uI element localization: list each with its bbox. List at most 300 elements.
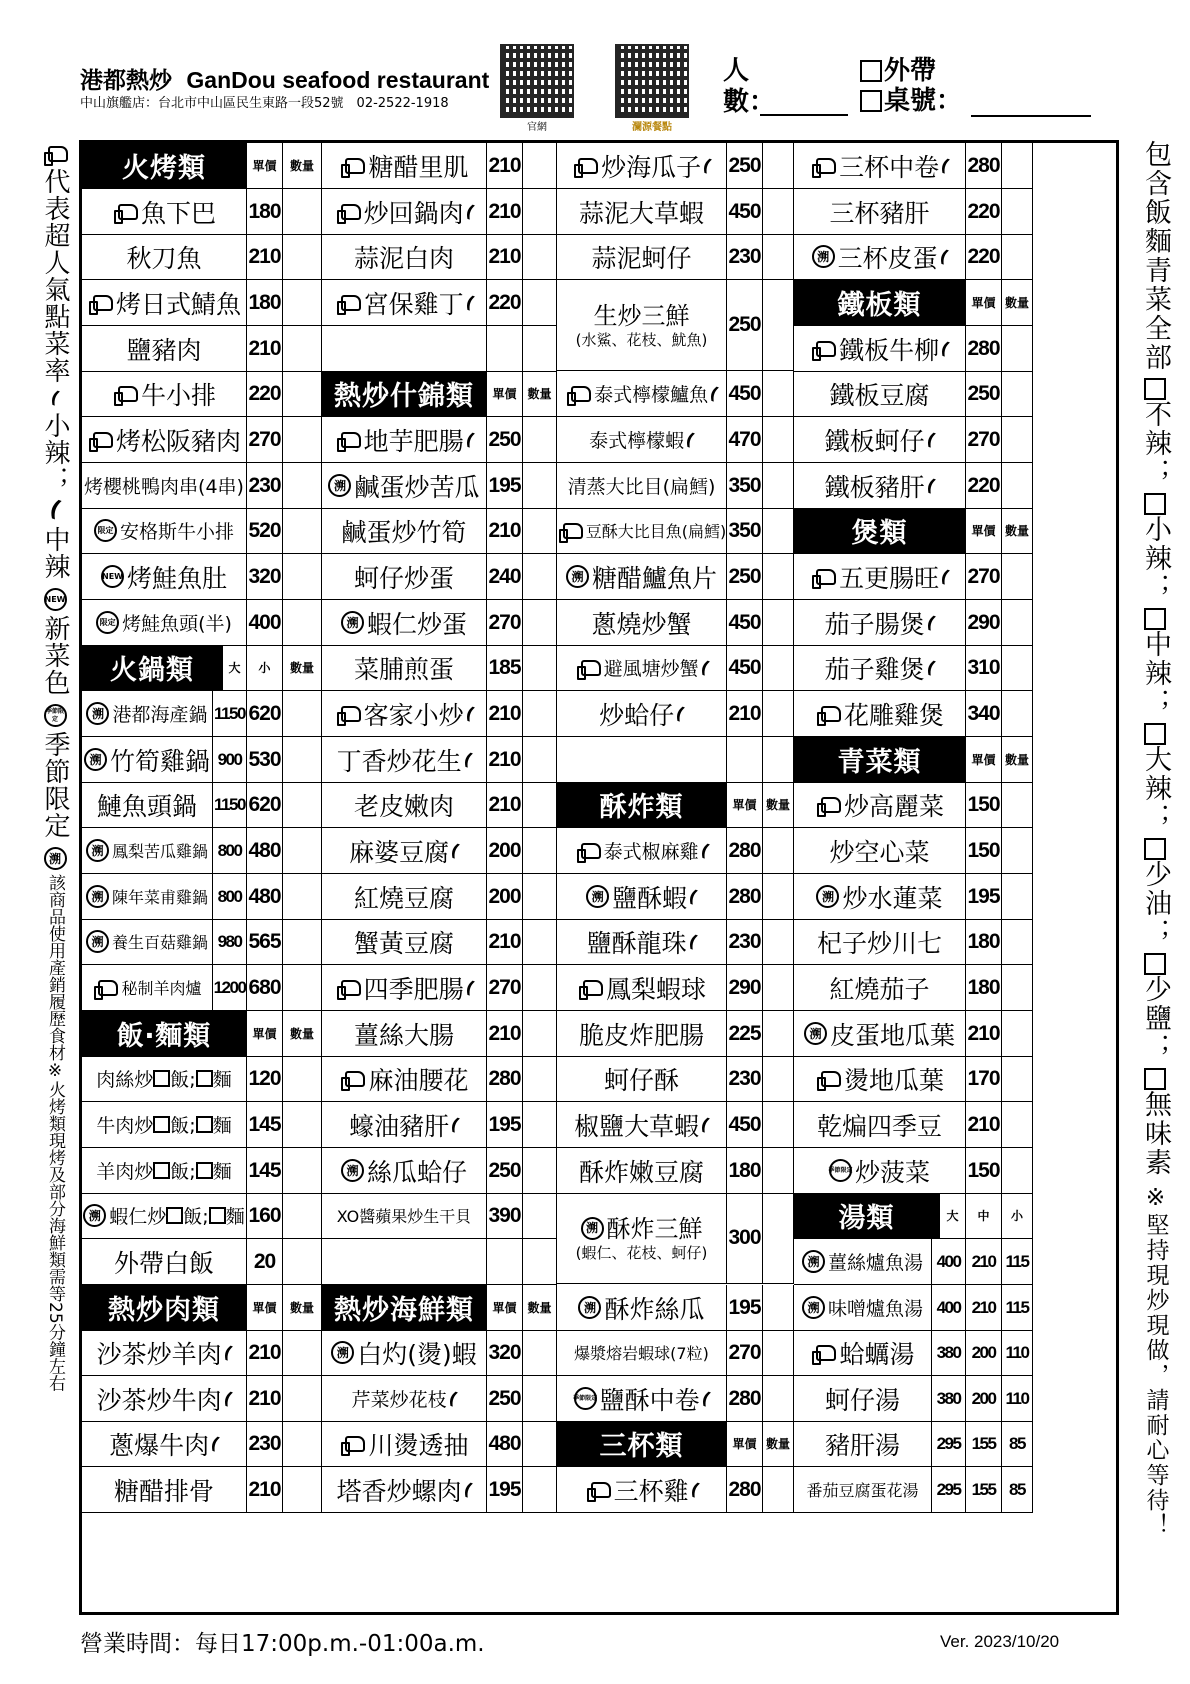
takeout-checkbox[interactable] [860, 60, 882, 82]
menu-item[interactable] [322, 600, 487, 646]
quantity-field[interactable] [283, 554, 322, 600]
menu-item[interactable] [322, 691, 487, 737]
quantity-field[interactable] [283, 508, 322, 554]
quantity-field[interactable] [1002, 417, 1033, 463]
price-value: 195 [488, 1112, 521, 1136]
quantity-field[interactable] [283, 737, 322, 783]
menu-item[interactable] [82, 1193, 247, 1239]
spice-option[interactable] [1139, 838, 1171, 947]
menu-item[interactable] [794, 234, 966, 280]
quantity-field[interactable] [763, 189, 794, 235]
quantity-field[interactable] [523, 828, 557, 874]
menu-item[interactable] [82, 1102, 247, 1148]
category-header [322, 1285, 487, 1331]
thumbs-up-icon [578, 158, 598, 174]
quantity-field[interactable] [523, 737, 557, 783]
menu-item[interactable] [322, 782, 487, 828]
menu-item[interactable] [322, 1193, 487, 1239]
legend-season: 季節限定 [40, 731, 70, 839]
quantity-field[interactable] [1002, 600, 1033, 646]
quantity-field[interactable] [763, 1193, 794, 1284]
quantity-field[interactable] [283, 691, 322, 737]
menu-item-name: 牛肉炒 [96, 1115, 154, 1137]
menu-item[interactable] [322, 965, 487, 1011]
quantity-field[interactable] [523, 326, 557, 372]
menu-item[interactable] [794, 1239, 932, 1285]
quantity-field[interactable] [763, 1376, 794, 1422]
price-value: 350 [728, 518, 761, 542]
quantity-field[interactable] [523, 1421, 557, 1467]
quantity-field[interactable] [763, 1285, 794, 1331]
price [487, 326, 523, 372]
menu-item-name: 紅燒豆腐 [353, 883, 454, 913]
quantity-field[interactable] [523, 1193, 557, 1239]
quantity-field[interactable] [283, 1102, 322, 1148]
thumbs-up-icon [816, 341, 836, 357]
menu-item-name-line [339, 1061, 468, 1097]
quantity-field[interactable] [763, 234, 794, 280]
menu-item[interactable] [82, 1239, 247, 1285]
qr-official-label: 官網 [527, 122, 547, 133]
price-value: 680 [248, 975, 281, 999]
spice-option[interactable] [1139, 378, 1171, 487]
menu-item[interactable] [322, 417, 487, 463]
quantity-field[interactable] [283, 965, 322, 1011]
column-header-label: 單價 [971, 296, 996, 310]
quantity-field[interactable] [283, 234, 322, 280]
quantity-field[interactable] [523, 508, 557, 554]
rice-checkbox[interactable] [166, 1207, 183, 1224]
column-header [247, 143, 283, 189]
menu-item[interactable] [557, 828, 727, 874]
quantity-field[interactable] [523, 1148, 557, 1194]
menu-item-name-line [84, 742, 210, 778]
menu-item-name-line [87, 285, 241, 321]
price [247, 189, 283, 235]
menu-item-name-line [336, 742, 475, 778]
menu-item[interactable] [322, 280, 487, 326]
price [247, 463, 283, 509]
qr-menu[interactable] [615, 44, 689, 133]
qr-official[interactable] [500, 44, 574, 133]
menu-item[interactable] [794, 919, 966, 965]
menu-item[interactable] [557, 371, 727, 417]
menu-item[interactable] [794, 326, 966, 372]
menu-item[interactable] [557, 189, 727, 235]
menu-item[interactable] [557, 554, 727, 600]
quantity-field[interactable] [1002, 1056, 1033, 1102]
menu-item[interactable] [82, 737, 213, 783]
quantity-field[interactable] [763, 874, 794, 920]
price-value: 480 [248, 838, 281, 862]
menu-item[interactable] [322, 326, 487, 372]
quantity-field[interactable] [283, 1376, 322, 1422]
quantity-field[interactable] [1002, 1011, 1033, 1057]
noodle-checkbox[interactable] [209, 1207, 226, 1224]
menu-item[interactable] [794, 645, 966, 691]
menu-item[interactable] [557, 737, 727, 783]
category-title: 飯‧麵類 [116, 1021, 212, 1052]
menu-item[interactable] [557, 463, 727, 509]
menu-item-name-line [824, 468, 938, 504]
menu-item[interactable] [557, 1330, 727, 1376]
menu-item[interactable] [322, 919, 487, 965]
menu-item[interactable] [557, 234, 727, 280]
quantity-field[interactable] [523, 919, 557, 965]
option-checkbox[interactable] [1144, 723, 1166, 745]
menu-item[interactable] [82, 234, 247, 280]
spice-option[interactable] [1139, 953, 1171, 1062]
quantity-field[interactable] [523, 1467, 557, 1513]
column-header [523, 1285, 557, 1331]
table-number-field[interactable] [971, 91, 1091, 117]
category-title: 火鍋類 [110, 655, 194, 686]
quantity-field[interactable] [523, 645, 557, 691]
quantity-field[interactable] [763, 143, 794, 189]
menu-item[interactable] [82, 280, 247, 326]
menu-item[interactable] [322, 1011, 487, 1057]
quantity-field[interactable] [283, 874, 322, 920]
rice-checkbox[interactable] [153, 1070, 170, 1087]
quantity-field[interactable] [523, 782, 557, 828]
quantity-field[interactable] [1002, 371, 1033, 417]
menu-item[interactable] [557, 143, 727, 189]
quantity-field[interactable] [1002, 874, 1033, 920]
quantity-field[interactable] [1002, 1421, 1033, 1467]
menu-item[interactable] [322, 143, 487, 189]
price-value: 250 [488, 427, 521, 451]
quantity-field[interactable] [763, 600, 794, 646]
menu-item[interactable] [557, 1193, 727, 1284]
menu-item[interactable] [794, 828, 966, 874]
quantity-field[interactable] [283, 463, 322, 509]
menu-item[interactable] [82, 965, 213, 1011]
menu-item[interactable] [322, 1330, 487, 1376]
quantity-field[interactable] [1002, 1285, 1033, 1331]
price [966, 371, 1002, 417]
menu-item[interactable] [794, 1421, 932, 1467]
quantity-field[interactable] [1002, 554, 1033, 600]
quantity-field[interactable] [1002, 1467, 1033, 1513]
quantity-field[interactable] [1002, 1376, 1033, 1422]
menu-item[interactable] [322, 828, 487, 874]
quantity-field[interactable] [1002, 1239, 1033, 1285]
menu-item-name-line [581, 1214, 703, 1244]
menu-item[interactable] [794, 417, 966, 463]
menu-item[interactable] [322, 874, 487, 920]
quantity-field[interactable] [763, 691, 794, 737]
quantity-field[interactable] [1002, 828, 1033, 874]
menu-item[interactable] [82, 600, 247, 646]
limited-badge-icon: 限定 [94, 519, 117, 542]
quantity-field[interactable] [523, 1239, 557, 1285]
season-badge-icon: 季節限定 [44, 704, 67, 727]
menu-item[interactable] [82, 189, 247, 235]
price-value: 450 [728, 610, 761, 634]
menu-item[interactable] [82, 919, 213, 965]
quantity-field[interactable] [1002, 965, 1033, 1011]
chili-icon: ( [923, 611, 938, 634]
price [487, 1193, 523, 1239]
menu-item[interactable] [82, 326, 247, 372]
price-value: 450 [728, 655, 761, 679]
price-value: 20 [253, 1249, 276, 1273]
quantity-field[interactable] [763, 554, 794, 600]
quantity-field[interactable] [523, 600, 557, 646]
option-checkbox[interactable] [1144, 493, 1166, 515]
menu-item[interactable] [794, 1148, 966, 1194]
quantity-field[interactable] [283, 189, 322, 235]
quantity-field[interactable] [1002, 919, 1033, 965]
quantity-field[interactable] [523, 691, 557, 737]
price-value: 290 [728, 975, 761, 999]
quantity-field[interactable] [763, 1102, 794, 1148]
quantity-field[interactable] [283, 782, 322, 828]
menu-item[interactable] [322, 1376, 487, 1422]
quantity-field[interactable] [1002, 645, 1033, 691]
menu-item[interactable] [322, 1102, 487, 1148]
price-value: 620 [248, 701, 281, 725]
menu-item[interactable] [794, 463, 966, 509]
quantity-field[interactable] [283, 1239, 322, 1285]
quantity-field[interactable] [1002, 326, 1033, 372]
price-value: 270 [967, 427, 1000, 451]
quantity-field[interactable] [763, 965, 794, 1011]
quantity-field[interactable] [523, 1330, 557, 1376]
noodle-checkbox[interactable] [196, 1162, 213, 1179]
quantity-field[interactable] [763, 1330, 794, 1376]
spice-option[interactable] [1139, 723, 1171, 832]
menu-item[interactable] [82, 1421, 247, 1467]
quantity-field[interactable] [1002, 691, 1033, 737]
price [487, 828, 523, 874]
quantity-field[interactable] [283, 417, 322, 463]
takeout-option[interactable] [860, 56, 936, 87]
price-value: 300 [728, 1226, 761, 1249]
quantity-field[interactable] [283, 326, 322, 372]
quantity-field[interactable] [763, 1148, 794, 1194]
menu-item[interactable] [557, 417, 727, 463]
quantity-field[interactable] [1002, 1102, 1033, 1148]
menu-item[interactable] [557, 1376, 727, 1422]
noodle-checkbox[interactable] [196, 1070, 213, 1087]
menu-item[interactable] [794, 1330, 932, 1376]
price-small-value: 115 [1005, 1251, 1029, 1271]
price [247, 1239, 283, 1285]
quantity-field[interactable] [283, 1056, 322, 1102]
quantity-field[interactable] [523, 554, 557, 600]
menu-item[interactable] [322, 1467, 487, 1513]
menu-item[interactable] [82, 782, 213, 828]
menu-item[interactable] [82, 508, 247, 554]
table-checkbox[interactable] [860, 90, 882, 112]
quantity-field[interactable] [283, 1421, 322, 1467]
menu-item[interactable] [82, 463, 247, 509]
quantity-field[interactable] [763, 737, 794, 783]
rice-checkbox[interactable] [153, 1162, 170, 1179]
thumbs-up-icon [345, 158, 365, 174]
quantity-field[interactable] [763, 508, 794, 554]
quantity-field[interactable] [763, 280, 794, 371]
menu-item-name-line [83, 1202, 244, 1229]
option-checkbox[interactable] [1144, 378, 1166, 400]
menu-item[interactable] [794, 371, 966, 417]
menu-item[interactable] [322, 554, 487, 600]
menu-item[interactable] [794, 1467, 932, 1513]
quantity-field[interactable] [283, 600, 322, 646]
people-field[interactable] [760, 90, 850, 116]
menu-item[interactable] [322, 234, 487, 280]
quantity-field[interactable] [283, 828, 322, 874]
chili-icon: ( [462, 976, 477, 999]
price-value: 180 [248, 199, 281, 223]
menu-item[interactable] [794, 600, 966, 646]
price [487, 1011, 523, 1057]
quantity-field[interactable] [283, 1148, 322, 1194]
menu-item[interactable] [557, 1102, 727, 1148]
people-label: 人數： [723, 56, 776, 117]
quantity-field[interactable] [283, 1467, 322, 1513]
menu-item[interactable] [82, 1467, 247, 1513]
menu-item[interactable] [82, 691, 213, 737]
menu-item[interactable] [82, 417, 247, 463]
legend-new: 新菜色 [40, 615, 70, 696]
quantity-field[interactable] [763, 828, 794, 874]
quantity-field[interactable] [283, 371, 322, 417]
menu-item[interactable] [794, 1285, 932, 1331]
menu-item[interactable] [794, 1011, 966, 1057]
menu-item[interactable] [557, 919, 727, 965]
quantity-field[interactable] [523, 874, 557, 920]
quantity-field[interactable] [763, 919, 794, 965]
noodle-checkbox[interactable] [196, 1116, 213, 1133]
menu-item-name: 肉絲炒 [96, 1069, 154, 1091]
menu-item[interactable] [794, 143, 966, 189]
quantity-field[interactable] [763, 1467, 794, 1513]
quantity-field[interactable] [1002, 782, 1033, 828]
quantity-field[interactable] [763, 417, 794, 463]
quantity-field[interactable] [283, 280, 322, 326]
menu-item[interactable] [557, 1285, 727, 1331]
trace-badge-icon: 溯 [86, 702, 109, 725]
quantity-field[interactable] [523, 280, 557, 326]
quantity-field[interactable] [1002, 463, 1033, 509]
quantity-field[interactable] [1002, 143, 1033, 189]
menu-item[interactable] [794, 874, 966, 920]
menu-item[interactable] [557, 280, 727, 371]
quantity-field[interactable] [523, 417, 557, 463]
menu-item[interactable] [82, 828, 213, 874]
menu-item[interactable] [322, 1056, 487, 1102]
menu-item[interactable] [82, 874, 213, 920]
menu-item[interactable] [557, 508, 727, 554]
quantity-field[interactable] [523, 965, 557, 1011]
quantity-field[interactable] [523, 1376, 557, 1422]
menu-item[interactable] [82, 1056, 247, 1102]
option-checkbox[interactable] [1144, 838, 1166, 860]
menu-item[interactable] [82, 1148, 247, 1194]
menu-item[interactable] [794, 1056, 966, 1102]
menu-item[interactable] [82, 371, 247, 417]
menu-item[interactable] [557, 1148, 727, 1194]
quantity-field[interactable] [523, 143, 557, 189]
price-value: 290 [967, 610, 1000, 634]
menu-item[interactable] [794, 691, 966, 737]
menu-item[interactable] [322, 1239, 487, 1285]
menu-item[interactable] [557, 691, 727, 737]
menu-item[interactable] [794, 189, 966, 235]
menu-item[interactable] [322, 645, 487, 691]
quantity-field[interactable] [283, 1193, 322, 1239]
quantity-field[interactable] [523, 234, 557, 280]
menu-item[interactable] [557, 1011, 727, 1057]
menu-item[interactable] [794, 965, 966, 1011]
price-large [932, 1330, 966, 1376]
menu-item[interactable] [557, 1056, 727, 1102]
menu-item[interactable] [794, 554, 966, 600]
menu-item[interactable] [322, 508, 487, 554]
price [487, 234, 523, 280]
quantity-field[interactable] [283, 1330, 322, 1376]
price [727, 1330, 763, 1376]
menu-item[interactable] [322, 189, 487, 235]
quantity-field[interactable] [763, 463, 794, 509]
quantity-field[interactable] [1002, 1330, 1033, 1376]
column-header-label: 單價 [732, 798, 757, 812]
price-value: 195 [967, 884, 1000, 908]
menu-item[interactable] [557, 645, 727, 691]
chili-icon: ( [923, 428, 938, 451]
rice-checkbox[interactable] [153, 1116, 170, 1133]
menu-item[interactable] [82, 1376, 247, 1422]
quantity-field[interactable] [283, 919, 322, 965]
option-checkbox[interactable] [1144, 953, 1166, 975]
spice-option[interactable] [1139, 608, 1171, 717]
quantity-field[interactable] [763, 1011, 794, 1057]
menu-item[interactable] [794, 1376, 932, 1422]
menu-item[interactable] [322, 1421, 487, 1467]
menu-item[interactable] [794, 1102, 966, 1148]
quantity-field[interactable] [523, 1102, 557, 1148]
quantity-field[interactable] [763, 1056, 794, 1102]
quantity-field[interactable] [1002, 234, 1033, 280]
option-checkbox[interactable] [1144, 608, 1166, 630]
spice-option[interactable] [1139, 493, 1171, 602]
quantity-field[interactable] [1002, 1148, 1033, 1194]
quantity-field[interactable] [1002, 189, 1033, 235]
spice-option[interactable] [1139, 1068, 1171, 1177]
menu-item[interactable] [82, 554, 247, 600]
quantity-field[interactable] [763, 645, 794, 691]
quantity-field[interactable] [523, 1056, 557, 1102]
menu-item[interactable] [557, 965, 727, 1011]
price [966, 645, 1002, 691]
menu-item-name-line [354, 559, 454, 595]
quantity-field[interactable] [523, 1011, 557, 1057]
menu-item[interactable] [322, 463, 487, 509]
menu-item[interactable] [322, 1148, 487, 1194]
quantity-field[interactable] [523, 189, 557, 235]
menu-item[interactable] [557, 1467, 727, 1513]
menu-item[interactable] [557, 874, 727, 920]
menu-item[interactable] [82, 1330, 247, 1376]
menu-item[interactable] [794, 782, 966, 828]
menu-item[interactable] [322, 737, 487, 783]
menu-item[interactable] [557, 600, 727, 646]
quantity-field[interactable] [763, 371, 794, 417]
option-checkbox[interactable] [1144, 1068, 1166, 1090]
quantity-field[interactable] [523, 463, 557, 509]
